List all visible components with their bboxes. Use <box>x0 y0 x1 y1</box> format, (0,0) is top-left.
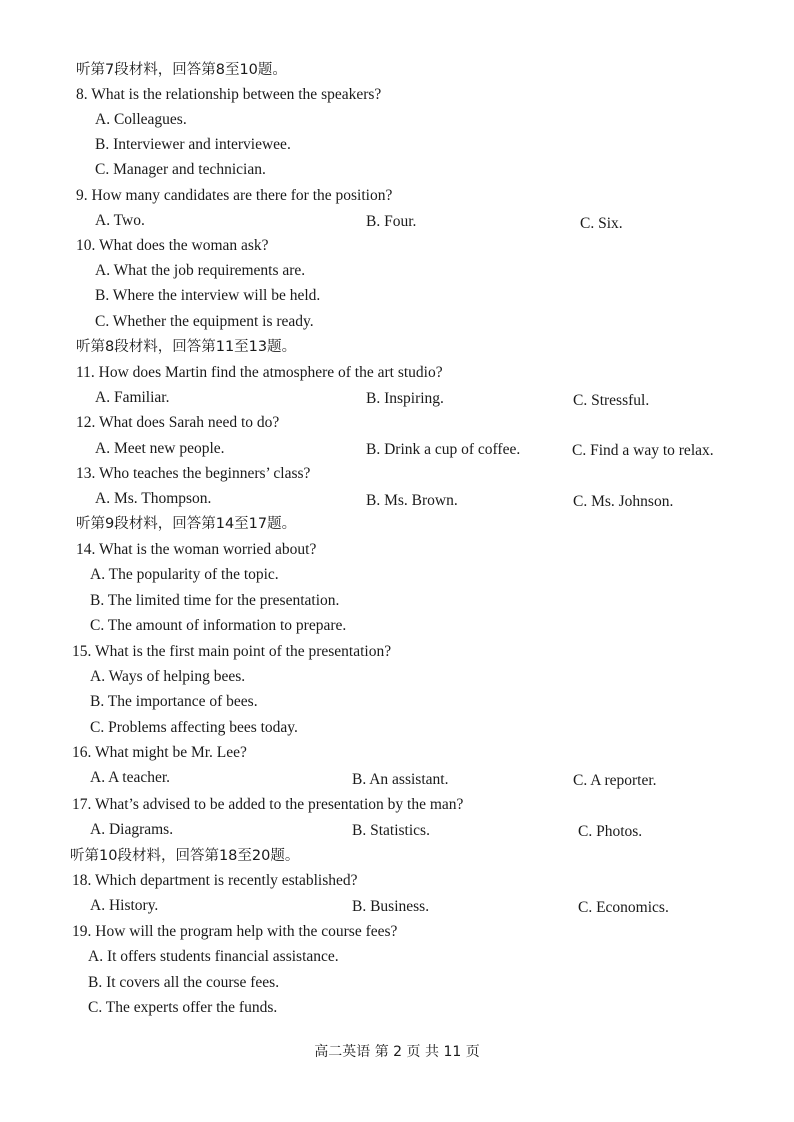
option-a: A. Familiar. <box>95 389 170 406</box>
option-c: C. Economics. <box>578 899 669 916</box>
option-c: C. Find a way to relax. <box>572 442 714 459</box>
option-b: B. The importance of bees. <box>90 693 258 710</box>
option-b: B. Ms. Brown. <box>366 492 458 509</box>
question-stem: 16. What might be Mr. Lee? <box>72 744 247 761</box>
option-c: C. The experts offer the funds. <box>88 999 278 1016</box>
question-stem: 11. How does Martin find the atmosphere of the art studio? <box>76 364 443 381</box>
question-stem: 8. What is the relationship between the speakers? <box>76 86 382 103</box>
option-b: B. Four. <box>366 213 417 230</box>
option-a: A. History. <box>90 897 159 914</box>
page-footer: 高二英语 第 2 页 共 11 页 <box>314 1044 480 1060</box>
option-a: A. Ms. Thompson. <box>95 490 212 507</box>
option-a: A. A teacher. <box>90 769 171 786</box>
question-stem: 14. What is the woman worried about? <box>76 541 317 558</box>
option-a: A. Ways of helping bees. <box>90 668 246 685</box>
question-stem: 18. Which department is recently established? <box>72 872 358 889</box>
option-a: A. Two. <box>95 212 145 229</box>
option-b: B. An assistant. <box>352 771 449 788</box>
option-c: C. The amount of information to prepare. <box>90 617 347 634</box>
question-stem: 12. What does Sarah need to do? <box>76 414 280 431</box>
option-c: C. Whether the equipment is ready. <box>95 313 314 330</box>
option-b: B. Interviewer and interviewee. <box>95 136 291 153</box>
option-b: B. Inspiring. <box>366 390 444 407</box>
section-heading: 听第9段材料，回答第14至17题。 <box>76 516 297 532</box>
question-stem: 19. How will the program help with the course fees? <box>72 923 398 940</box>
option-b: B. The limited time for the presentation. <box>90 592 340 609</box>
option-c: C. Ms. Johnson. <box>573 493 674 510</box>
option-b: B. It covers all the course fees. <box>88 974 280 991</box>
section-heading: 听第7段材料，回答第8至10题。 <box>76 62 287 78</box>
question-stem: 15. What is the first main point of the presentation? <box>72 643 392 660</box>
option-a: A. Colleagues. <box>95 111 187 128</box>
question-stem: 10. What does the woman ask? <box>76 237 269 254</box>
option-a: A. It offers students financial assistance. <box>88 948 339 965</box>
option-c: C. Stressful. <box>573 392 650 409</box>
option-b: B. Business. <box>352 898 430 915</box>
option-c: C. Photos. <box>578 823 643 840</box>
option-a: A. What the job requirements are. <box>95 262 306 279</box>
option-c: C. A reporter. <box>573 772 657 789</box>
section-heading: 听第10段材料，回答第18至20题。 <box>70 848 300 864</box>
option-b: B. Statistics. <box>352 822 430 839</box>
question-stem: 17. What’s advised to be added to the presentation by the man? <box>72 796 464 813</box>
section-heading: 听第8段材料，回答第11至13题。 <box>76 339 297 355</box>
option-c: C. Six. <box>580 215 623 232</box>
option-b: B. Where the interview will be held. <box>95 287 321 304</box>
question-stem: 13. Who teaches the beginners’ class? <box>76 465 311 482</box>
option-c: C. Problems affecting bees today. <box>90 719 298 736</box>
option-b: B. Drink a cup of coffee. <box>366 441 521 458</box>
question-stem: 9. How many candidates are there for the position? <box>76 187 393 204</box>
option-a: A. Diagrams. <box>90 821 174 838</box>
option-a: A. Meet new people. <box>95 440 225 457</box>
option-c: C. Manager and technician. <box>95 161 266 178</box>
option-a: A. The popularity of the topic. <box>90 566 279 583</box>
